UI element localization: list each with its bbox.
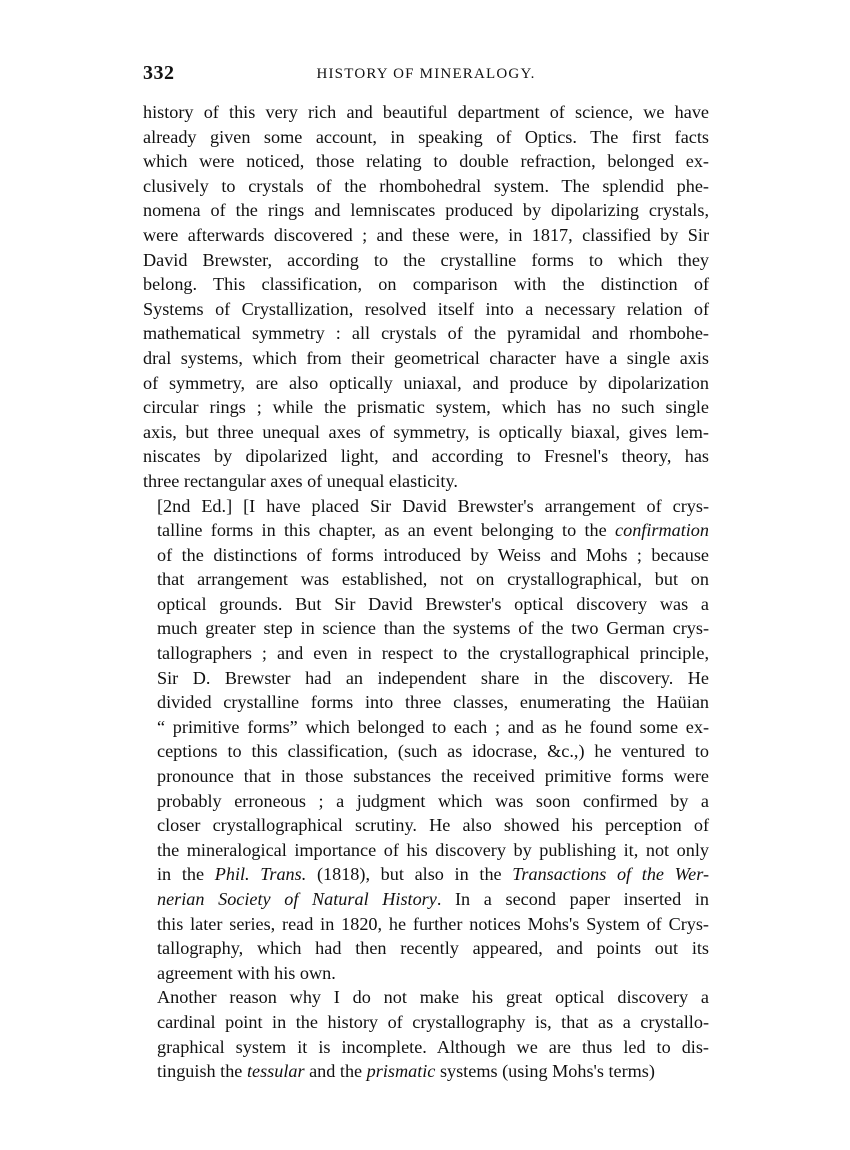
text-line: talline forms in this chapter, as an event belonging to the confirmation bbox=[157, 520, 709, 541]
text-line: David Brewster, according to the crystalline forms to which they bbox=[143, 249, 709, 270]
italic-term: Transactions of the Wer- bbox=[512, 864, 710, 885]
italic-term: prismatic bbox=[366, 1061, 436, 1082]
text-line: divided crystalline forms into three classes, enumerating the Haüian bbox=[157, 692, 709, 713]
text-line: axis, but three unequal axes of symmetry, is optically biaxal, gives lem- bbox=[143, 421, 709, 442]
text-line: “ primitive forms” which belonged to each ; and as he found some ex- bbox=[157, 716, 709, 737]
page-number: 332 bbox=[143, 62, 175, 84]
text-line: in the Phil. Trans. (1818), but also in the Transactions of the Wer- bbox=[157, 864, 710, 885]
paragraph-3 bbox=[143, 985, 709, 1083]
text-line: niscates by dipolarized light, and according to Fresnel's theory, has bbox=[143, 446, 709, 467]
text-line: tallographers ; and even in respect to the crystallographical principle, bbox=[157, 643, 709, 664]
italic-term: nerian Society of Natural History bbox=[157, 889, 437, 909]
text-line: nomena of the rings and lemniscates produced by dipolarizing crystals, bbox=[143, 200, 709, 221]
book-page bbox=[143, 62, 709, 1084]
text-line: that arrangement was established, not on crystallographical, but on bbox=[157, 569, 709, 590]
text-line: Sir D. Brewster had an independent share in the discovery. He bbox=[157, 667, 709, 688]
text-line: Systems of Crystallization, resolved itself into a necessary relation of bbox=[143, 298, 709, 319]
paragraph-2 bbox=[143, 494, 709, 986]
text-line: much greater step in science than the systems of the two German crys- bbox=[157, 618, 709, 639]
text-line: cardinal point in the history of crystallography is, that as a crystallo- bbox=[157, 1011, 709, 1032]
text-line: probably erroneous ; a judgment which was soon confirmed by a bbox=[157, 790, 709, 811]
running-header bbox=[143, 62, 709, 92]
text-line: this later series, read in 1820, he further notices Mohs's System of Crys- bbox=[157, 913, 709, 934]
text-line: dral systems, which from their geometrical character have a single axis bbox=[143, 347, 709, 368]
text-line: graphical system it is incomplete. Although we are thus led to dis- bbox=[157, 1036, 709, 1057]
text-line: clusively to crystals of the rhombohedral system. The splendid phe- bbox=[143, 175, 709, 196]
text-line: belong. This classification, on comparison with the distinction of bbox=[143, 274, 709, 295]
text-line: the mineralogical importance of his discovery by publishing it, not only bbox=[157, 839, 709, 860]
text-line: three rectangular axes of unequal elasticity. bbox=[143, 470, 458, 491]
text-line: circular rings ; while the prismatic system, which has no such single bbox=[143, 397, 709, 418]
text-line: already given some account, in speaking of Optics. The first facts bbox=[143, 126, 709, 147]
text-line: optical grounds. But Sir David Brewster's optical discovery was a bbox=[157, 593, 709, 614]
text-line: tinguish the tessular and the prismatic systems (using Mohs's terms) bbox=[157, 1061, 655, 1082]
text-line: of symmetry, are also optically uniaxal, and produce by dipolarization bbox=[143, 372, 709, 393]
text-line: tallography, which had then recently appeared, and points out its bbox=[157, 938, 709, 959]
text-line: were afterwards discovered ; and these were, in 1817, classified by Sir bbox=[143, 224, 709, 245]
text-line: nerian Society of Natural History. In a second paper inserted in bbox=[157, 889, 709, 909]
text-line: closer crystallographical scrutiny. He also showed his perception of bbox=[157, 815, 709, 836]
running-title: HISTORY OF MINERALOGY. bbox=[316, 66, 536, 82]
paragraph-1 bbox=[143, 100, 709, 494]
text-line: which were noticed, those relating to double refraction, belonged ex- bbox=[143, 151, 709, 172]
text-line: mathematical symmetry : all crystals of the pyramidal and rhombohe- bbox=[143, 323, 709, 344]
italic-term: tessular bbox=[246, 1061, 305, 1082]
text-line: ceptions to this classification, (such as idocrase, &c.,) he ventured to bbox=[157, 741, 709, 762]
italic-term: Phil. Trans. bbox=[214, 864, 307, 885]
text-line: history of this very rich and beautiful department of science, we have bbox=[143, 102, 709, 122]
text-line: [2nd Ed.] [I have placed Sir David Brewster's arrangement of crys- bbox=[157, 495, 709, 516]
text-line: pronounce that in those substances the received primitive forms were bbox=[157, 766, 709, 787]
italic-term: confirmation bbox=[615, 520, 709, 541]
text-line: of the distinctions of forms introduced by Weiss and Mohs ; because bbox=[157, 544, 709, 565]
text-line: agreement with his own. bbox=[157, 962, 336, 983]
text-line: Another reason why I do not make his great optical discovery a bbox=[157, 987, 709, 1008]
body-text bbox=[143, 100, 709, 1084]
